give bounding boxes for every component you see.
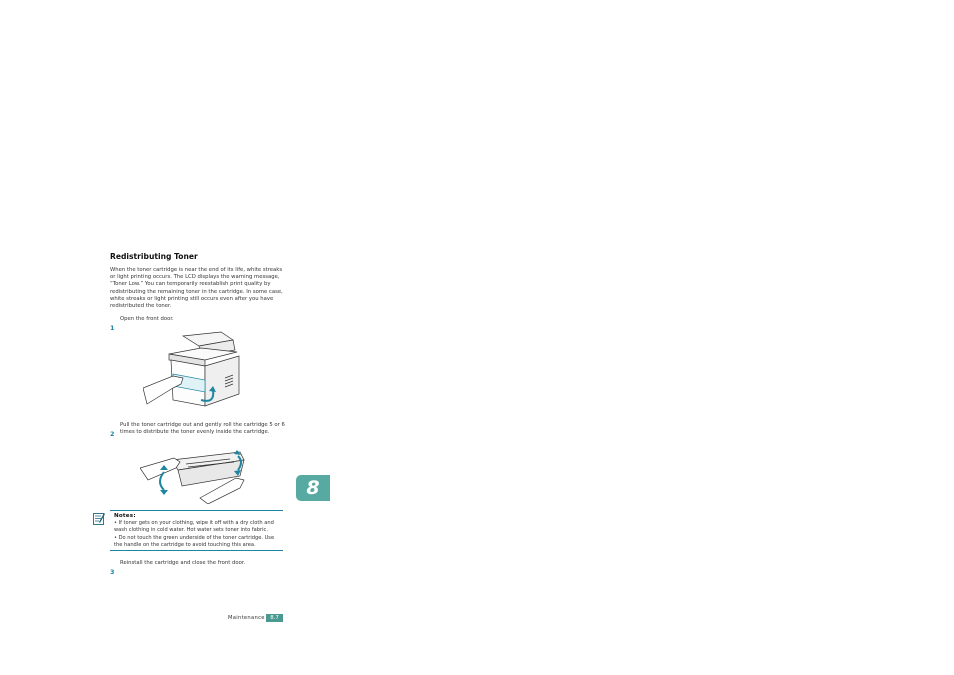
step-3-number: 3 [110, 568, 115, 576]
section-heading: Redistributing Toner [110, 252, 198, 261]
printer-illustration [143, 330, 247, 412]
chapter-tab: 8 [296, 475, 330, 501]
step-3-text: Reinstall the cartridge and close the front door. [120, 560, 246, 566]
page-number: 8.7 [266, 614, 283, 622]
notes-bottom-rule [110, 550, 283, 551]
intro-paragraph: When the toner cartridge is near the end of its life, white streaks or light printing occurs. The LCD displays the warning message, “Toner Low.” You can temporarily reestablish print quality by redistributing the remaining toner in the cartridge. In some case, white streaks or light printing still occurs even after you have redistributed the toner. [110, 267, 283, 310]
step-3 [110, 559, 295, 578]
note-item: • Do not touch the green underside of the toner cartridge. Use the handle on the cartridge to avoid touching this area. [114, 535, 275, 548]
note-item: • If toner gets on your clothing, wipe it off with a dry cloth and wash clothing in cold water. Hot water sets toner into fabric. [114, 520, 274, 533]
step-2-number: 2 [110, 430, 115, 438]
footer-section-label: Maintenance [228, 615, 265, 621]
notes-title: Notes: [114, 513, 136, 519]
cartridge-illustration [140, 446, 248, 504]
notes-top-rule [110, 510, 283, 511]
step-2-text: Pull the toner cartridge out and gently roll the cartridge 5 or 6 times to distribute the toner evenly inside the cartridge. [120, 422, 285, 436]
step-1-text: Open the front door. [120, 316, 174, 322]
step-2 [110, 421, 295, 440]
step-1-number: 1 [110, 324, 115, 332]
note-pencil-icon [93, 512, 105, 525]
